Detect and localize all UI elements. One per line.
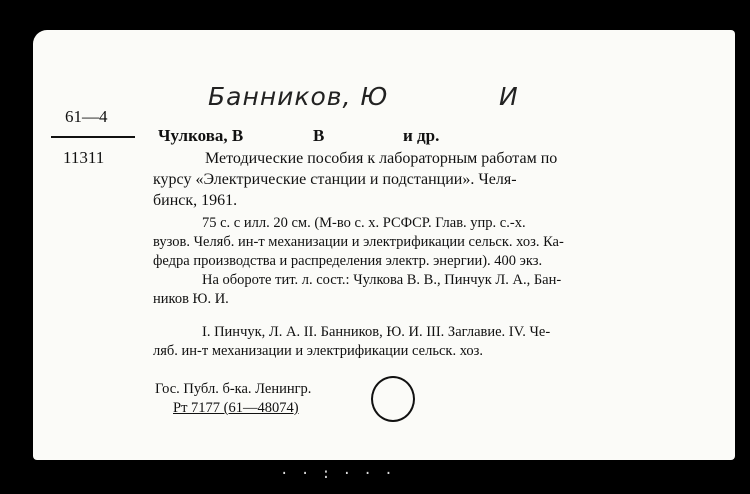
title-line-3: бинск, 1961. xyxy=(153,192,238,209)
title-line-2: курсу «Электрические станции и подстанции». Челя- xyxy=(153,171,517,188)
scan-artifact: · · : · · · xyxy=(280,466,395,482)
classification-top: 61—4 xyxy=(65,107,108,126)
handwritten-author: Банников, Ю xyxy=(208,82,389,111)
heading-initial: В xyxy=(313,126,325,145)
handwritten-initial: И xyxy=(499,82,519,111)
desc-line-5: ников Ю. И. xyxy=(153,291,229,307)
catalog-card xyxy=(33,30,735,460)
stamp-circle xyxy=(371,376,415,422)
tracing-line-2: ляб. ин-т механизации и электрификации сельск. хоз. xyxy=(153,343,483,359)
desc-line-1: 75 с. с илл. 20 см. (М-во с. х. РСФСР. Глав. упр. с.-х. xyxy=(202,215,526,231)
classification-rule xyxy=(51,136,135,138)
heading-author: Чулкова, В xyxy=(158,126,244,145)
classification-bottom: 11311 xyxy=(63,148,105,167)
desc-line-3: федра производства и распределения электр. энергии). 400 экз. xyxy=(153,253,543,269)
library-code: Рт 7177 (61—48074) xyxy=(173,400,299,416)
library-line: Гос. Публ. б-ка. Ленингр. xyxy=(155,381,312,397)
tracing-line-1: I. Пинчук, Л. А. II. Банников, Ю. И. III. Заглавие. IV. Че- xyxy=(202,324,551,340)
title-line-1: Методические пособия к лабораторным работам по xyxy=(205,150,558,167)
desc-line-2: вузов. Челяб. ин-т механизации и электрификации сельск. хоз. Ка- xyxy=(153,234,564,250)
heading-etal: и др. xyxy=(403,126,440,145)
desc-line-4: На обороте тит. л. сост.: Чулкова В. В., Пинчук Л. А., Бан- xyxy=(202,272,562,288)
